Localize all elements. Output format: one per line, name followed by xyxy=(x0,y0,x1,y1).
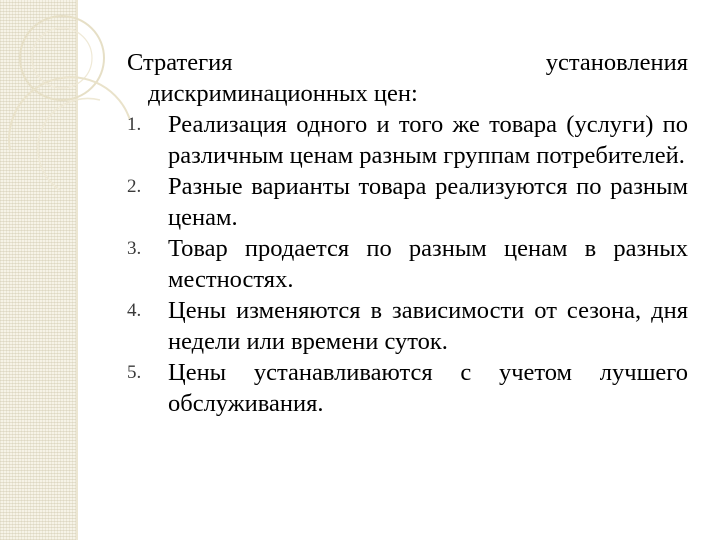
slide-content xyxy=(127,47,688,419)
slide-title-line-1 xyxy=(127,47,688,78)
list-item-text: Разные варианты товара реализуются по разным ценам. xyxy=(168,173,688,231)
list-item-text: Цены устанавливаются с учетом лучшего обслуживания. xyxy=(168,359,688,417)
list-item-number: 3. xyxy=(127,238,142,259)
list-item-number: 4. xyxy=(127,300,142,321)
numbered-list xyxy=(127,109,688,419)
slide-title-line-2: дискриминационных цен: xyxy=(148,80,418,107)
list-item xyxy=(127,357,688,419)
list-item xyxy=(127,295,688,357)
list-item-text: Цены изменяются в зависимости от сезона, дня недели или времени суток. xyxy=(168,297,688,355)
list-item xyxy=(127,171,688,233)
side-strip-edge xyxy=(76,0,78,540)
decorative-side-strip xyxy=(0,0,76,540)
title-word-strategy: Стратегия xyxy=(127,49,233,76)
title-word-establishment: установления xyxy=(545,49,688,76)
list-item-text: Реализация одного и того же товара (услуги) по различным ценам разным группам потребителей. xyxy=(168,111,688,169)
list-item-number: 2. xyxy=(127,176,142,197)
list-item xyxy=(127,233,688,295)
list-item xyxy=(127,109,688,171)
list-item-number: 1. xyxy=(127,114,142,135)
list-item-number: 5. xyxy=(127,362,142,383)
list-item-text: Товар продается по разным ценам в разных местностях. xyxy=(168,235,688,293)
